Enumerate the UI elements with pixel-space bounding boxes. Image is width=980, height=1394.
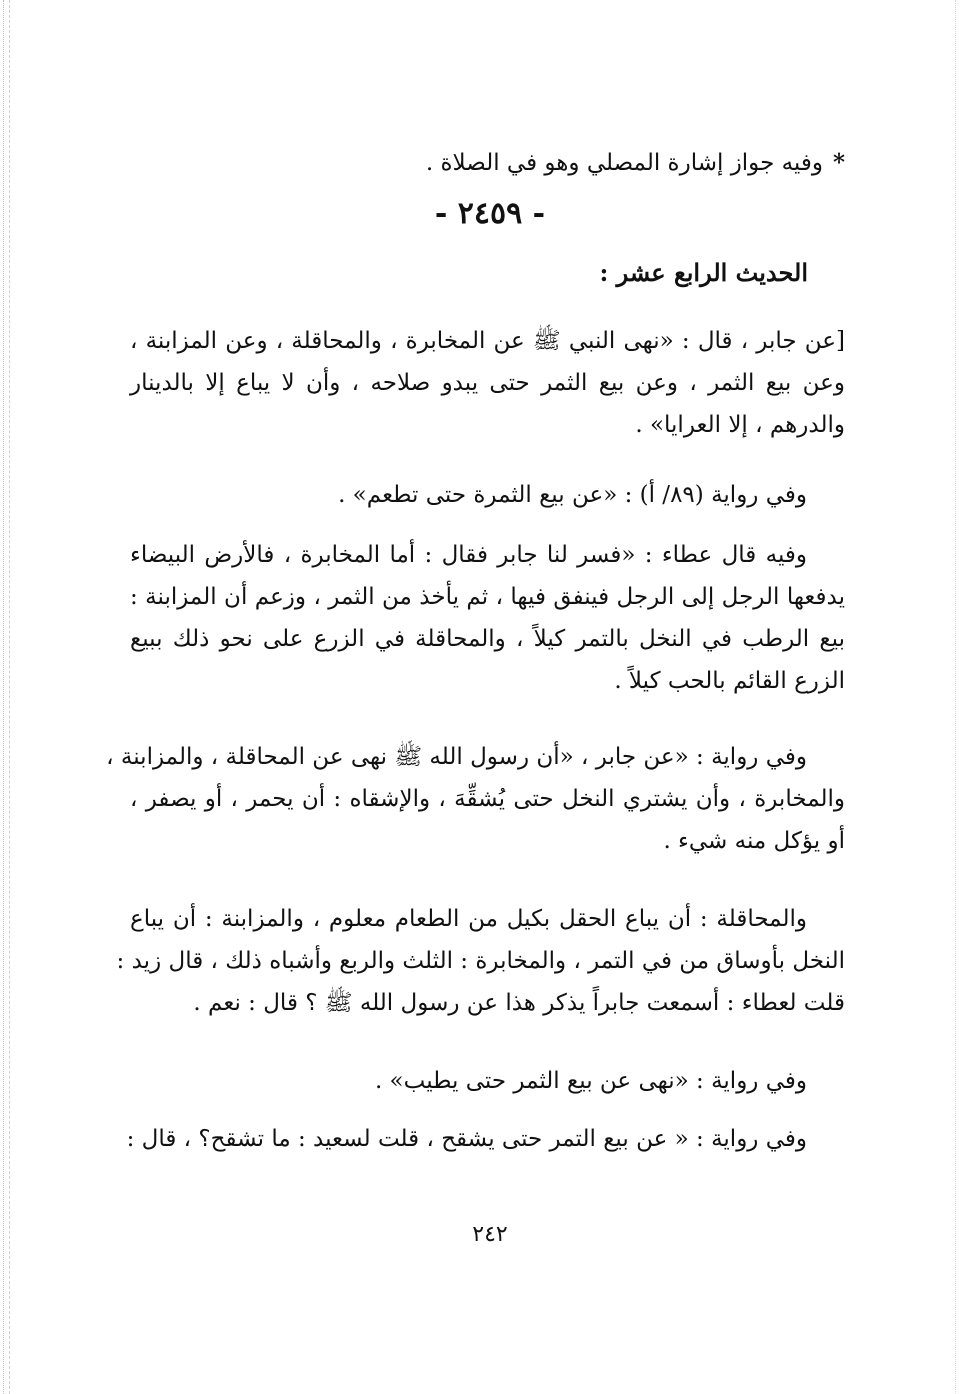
- bullet-note-text: وفيه جواز إشارة المصلي وهو في الصلاة .: [425, 150, 823, 176]
- paragraph-line: [عن جابر ، قال : «نهى النبي ﷺ عن المخابرة ، والمحاقلة ، وعن المزابنة ،: [130, 328, 845, 354]
- paragraph: [116, 898, 845, 1024]
- paragraph-line: وفي رواية : «عن جابر ، «أن رسول الله ﷺ نهى عن المحاقلة ، والمزابنة ،: [106, 744, 807, 770]
- hadith-heading: الحديث الرابع عشر :: [599, 258, 808, 287]
- hadith-number: - ٢٤٥٩ -: [434, 196, 546, 231]
- paragraph-line: أو يؤكل منه شيء .: [663, 828, 845, 854]
- paragraph: [130, 534, 845, 702]
- paragraph: [106, 736, 845, 862]
- paragraph: [126, 1118, 845, 1160]
- page-number: ٢٤٢: [472, 1222, 508, 1247]
- bullet-note: [130, 142, 845, 184]
- asterisk-icon: *: [832, 149, 845, 176]
- paragraph-line: يدفعها الرجل إلى الرجل فينفق فيها ، ثم يأخذ من الثمر ، وزعم أن المزابنة :: [130, 584, 845, 610]
- paragraph-line: والمخابرة ، وأن يشتري النخل حتى يُشقِّهَ ، والإشقاه : أن يحمر ، أو يصفر ،: [130, 786, 845, 812]
- paragraph-line: وفي رواية (٨٩/ أ) : «عن بيع الثمرة حتى تطعم» .: [338, 482, 807, 508]
- paragraph-line: وعن بيع الثمر ، وعن بيع الثمر حتى يبدو صلاحه ، وأن لا يباع إلا بالدينار: [130, 370, 845, 396]
- paragraph-line: والدرهم ، إلا العرايا» .: [635, 412, 845, 438]
- paragraph-line: والمحاقلة : أن يباع الحقل بكيل من الطعام معلوم ، والمزابنة : أن يباع: [130, 906, 807, 932]
- paragraph: [130, 320, 845, 446]
- paragraph-line: الزرع القائم بالحب كيلاً .: [614, 668, 845, 694]
- paragraph-line: بيع الرطب في النخل بالتمر كيلاً ، والمحاقلة في الزرع على نحو ذلك ببيع: [130, 626, 845, 652]
- paragraph: [130, 474, 845, 516]
- paragraph-line: وفي رواية : « عن بيع التمر حتى يشقح ، قلت لسعيد : ما تشقح؟ ، قال :: [126, 1126, 807, 1152]
- paragraph-line: وفي رواية : «نهى عن بيع الثمر حتى يطيب» .: [374, 1068, 807, 1094]
- paragraph-line: وفيه قال عطاء : «فسر لنا جابر فقال : أما المخابرة ، فالأرض البيضاء: [130, 542, 807, 568]
- paragraph: [130, 1060, 845, 1102]
- paragraph-line: قلت لعطاء : أسمعت جابراً يذكر هذا عن رسول الله ﷺ ؟ قال : نعم .: [193, 990, 845, 1016]
- paragraph-line: النخل بأوساق من في التمر ، والمخابرة : الثلث والربع وأشباه ذلك ، قال زيد :: [116, 948, 845, 974]
